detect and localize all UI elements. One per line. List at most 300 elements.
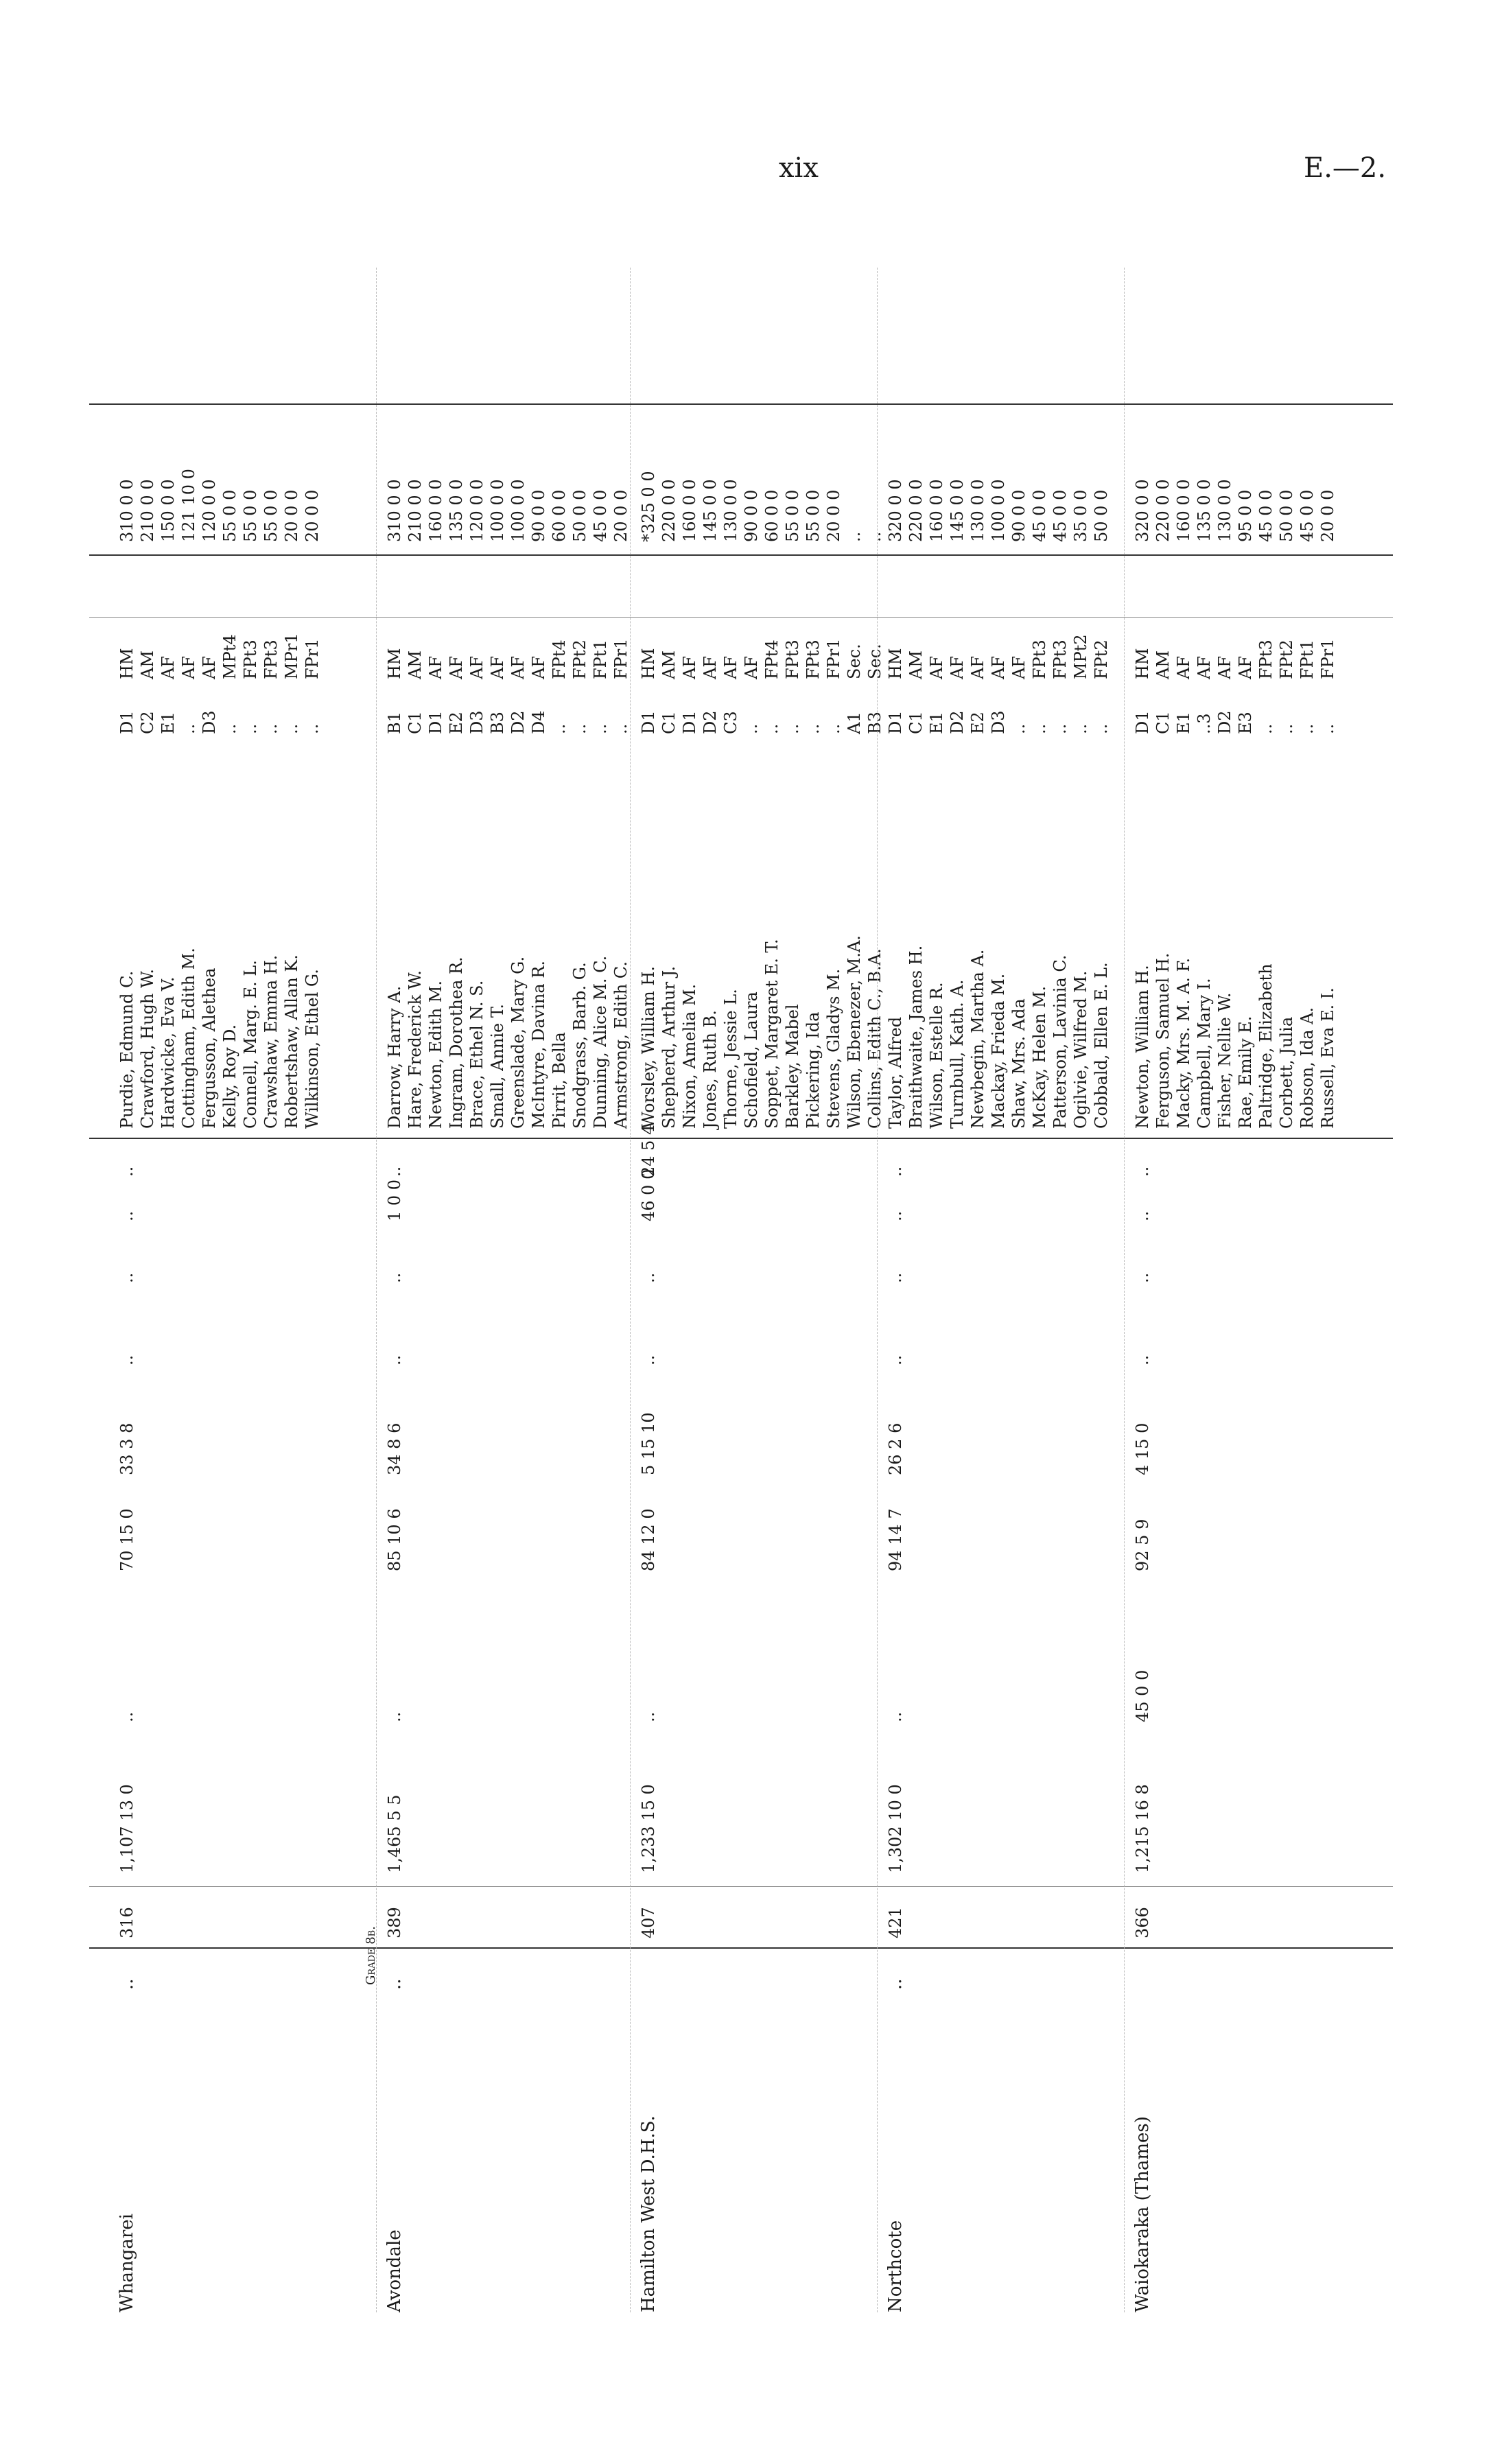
school-name: Northcote: [885, 2220, 906, 2312]
staff-name: Fergusson, Alethea: [200, 967, 219, 1129]
amount-cell: ..: [385, 1272, 404, 1283]
staff-name: Hardwicke, Eva V.: [159, 976, 178, 1129]
staff-name: Dunning, Alice M. C.: [591, 955, 610, 1129]
staff-salary: 50 0 0: [1277, 489, 1296, 542]
amount-cell: 5 15 10: [639, 1412, 658, 1475]
staff-class: E1: [927, 712, 946, 734]
staff-position: HM: [117, 648, 137, 679]
staff-name: Connell, Marg. E. L.: [241, 960, 260, 1129]
staff-salary: 90 0 0: [1009, 489, 1029, 542]
amount-cell: ..: [385, 1711, 404, 1722]
amount-cell: 92 5 9: [1133, 1518, 1152, 1571]
staff-salary: 45 0 0: [1256, 489, 1276, 542]
staff-position: MPt4: [220, 634, 239, 679]
amount-cell: ..: [385, 1166, 404, 1177]
school-cell: [117, 1956, 137, 2312]
amount-cell: 33 3 8: [117, 1422, 137, 1475]
staff-salary: 120 0 0: [200, 479, 219, 542]
staff-class: ..: [570, 723, 589, 734]
staff-name: Small, Annie T.: [488, 1004, 507, 1129]
staff-class: D3: [200, 710, 219, 734]
amount-cell: 4 15 0: [1133, 1422, 1152, 1475]
staff-name: Pickering, Ida: [803, 1011, 823, 1129]
amount-cell: 1,302 10 0: [886, 1784, 905, 1873]
staff-name: Hare, Frederick W.: [406, 970, 425, 1129]
staff-name: Shaw, Mrs. Ada: [1009, 998, 1029, 1129]
staff-position: AM: [659, 650, 679, 679]
staff-position: MPr1: [282, 633, 301, 679]
staff-class: E1: [1174, 712, 1193, 734]
staff-salaries: [117, 469, 322, 542]
staff-salary: 160 0 0: [680, 479, 699, 542]
staff-salary: 220 0 0: [1153, 479, 1173, 542]
column-divider: [89, 617, 1393, 618]
staff-position: HM: [1133, 648, 1152, 679]
amount-cell: ..: [639, 1354, 658, 1365]
staff-salary: 320 0 0: [1133, 479, 1152, 542]
staff-salary: 130 0 0: [721, 479, 740, 542]
amount-cell: 84 12 0: [639, 1508, 658, 1571]
staff-salary: 55 0 0: [783, 489, 802, 542]
staff-name: Soppet, Margaret E. T.: [762, 939, 782, 1129]
staff-class: D2: [701, 710, 720, 734]
staff-class: D3: [989, 710, 1008, 734]
staff-salary: 210 0 0: [406, 479, 425, 542]
staff-salary: 130 0 0: [1215, 479, 1234, 542]
staff-position: AF: [200, 656, 219, 679]
school-name: Whangarei: [117, 2214, 137, 2312]
staff-position: AF: [426, 656, 445, 679]
staff-class: ..: [1030, 723, 1049, 734]
staff-class: ..: [1318, 723, 1337, 734]
staff-salary: 160 0 0: [426, 479, 445, 542]
staff-class: ..: [591, 723, 610, 734]
staff-positions: [1132, 638, 1338, 679]
staff-name: Fisher, Nellie W.: [1215, 992, 1234, 1129]
staff-position: FPt3: [783, 640, 802, 679]
staff-position: FPt2: [1277, 640, 1296, 679]
staff-class: C1: [1153, 711, 1173, 734]
staff-salary: 90 0 0: [529, 489, 548, 542]
staff-class: C3: [721, 711, 740, 734]
school-name: Avondale: [384, 2229, 405, 2312]
staff-class: B3: [488, 712, 507, 734]
staff-name: Macky, Mrs. M. A. F.: [1174, 957, 1193, 1129]
staff-name: Kelly, Roy D.: [220, 1024, 239, 1129]
staff-class: E1: [159, 712, 178, 734]
staff-position: HM: [886, 648, 905, 679]
staff-name: Ferguson, Samuel H.: [1153, 952, 1173, 1129]
staff-class: ..: [550, 723, 569, 734]
staff-name: Corbett, Julia: [1277, 1016, 1296, 1129]
column-divider: [89, 1886, 1393, 1887]
staff-class: ..: [1071, 723, 1090, 734]
amount-cell: ..: [886, 1210, 905, 1221]
staff-salary: ..: [865, 531, 884, 542]
staff-names: [1132, 953, 1338, 1129]
page-number: xix: [779, 152, 819, 184]
staff-name: McIntyre, Davina R.: [529, 961, 548, 1129]
staff-position: FPt2: [570, 640, 589, 679]
staff-position: FPr1: [303, 638, 322, 679]
staff-position: AF: [968, 656, 987, 679]
staff-name: Mackay, Frieda M.: [989, 973, 1008, 1129]
series-label: E.—2.: [1304, 152, 1387, 184]
staff-position: AF: [447, 656, 466, 679]
staff-position: AF: [927, 656, 946, 679]
staff-salary: 220 0 0: [659, 479, 679, 542]
staff-class: E2: [447, 712, 466, 734]
staff-position: AF: [488, 656, 507, 679]
amount-cell: ..: [117, 1272, 137, 1283]
staff-salaries: [1132, 479, 1338, 542]
staff-class: ..: [824, 723, 843, 734]
staff-class: D1: [1133, 710, 1152, 734]
staff-position: AF: [948, 656, 967, 679]
staff-salary: 20 0 0: [824, 489, 843, 542]
staff-position: FPt3: [803, 640, 823, 679]
staff-name: Barkley, Mabel: [783, 1004, 802, 1129]
staff-class: ..: [783, 723, 802, 734]
staff-name: Thorne, Jessie L.: [721, 989, 740, 1129]
staff-class: ..: [611, 723, 631, 734]
staff-class: B3: [865, 712, 884, 734]
staff-salary: 55 0 0: [220, 489, 239, 542]
staff-name: Braithwaite, James H.: [906, 945, 926, 1129]
staff-name: Wilkinson, Ethel G.: [303, 969, 322, 1129]
staff-class: D2: [508, 710, 528, 734]
staff-position: AF: [1215, 656, 1234, 679]
staff-salary: 100 0 0: [508, 479, 528, 542]
staff-class: ..: [1277, 723, 1296, 734]
staff-name: Paltridge, Elizabeth: [1256, 963, 1276, 1129]
school-trail: ..: [384, 1978, 405, 1990]
staff-name: Ogilvie, Wilfred M.: [1071, 970, 1090, 1129]
amount-cell: ..: [385, 1354, 404, 1365]
staff-salary: 135 0 0: [447, 479, 466, 542]
staff-name: Taylor, Alfred: [886, 1016, 905, 1129]
staff-class: B1: [385, 712, 404, 734]
amount-cell: ..: [1133, 1210, 1152, 1221]
amount-cell: ..: [886, 1166, 905, 1177]
staff-position: FPt1: [591, 640, 610, 679]
school-trail: ..: [885, 1978, 906, 1990]
amount-cell: ..: [117, 1354, 137, 1365]
staff-names: [117, 948, 322, 1129]
staff-positions: [117, 633, 322, 679]
staff-class: ..: [303, 723, 322, 734]
staff-class: D1: [680, 710, 699, 734]
staff-class: ..: [742, 723, 761, 734]
staff-class: A1: [845, 712, 864, 734]
amount-cell: 1,465 5 5: [385, 1794, 404, 1873]
school-trail: ..: [117, 1978, 137, 1990]
amount-cell: 26 2 6: [886, 1422, 905, 1475]
staff-salary: 35 0 0: [1071, 489, 1090, 542]
staff-position: AF: [1174, 656, 1193, 679]
staff-position: FPt4: [762, 640, 782, 679]
staff-position: AM: [906, 650, 926, 679]
staff-position: FPr1: [611, 638, 631, 679]
staff-salary: 55 0 0: [261, 489, 281, 542]
school-cell: [364, 1926, 405, 2312]
staff-name: Brace, Ethel N. S.: [467, 980, 486, 1129]
staff-position: AF: [508, 656, 528, 679]
staff-class: ..3: [1195, 713, 1214, 734]
staff-position: AM: [406, 650, 425, 679]
staff-class: ..: [282, 723, 301, 734]
roll-number: 366: [1133, 1907, 1152, 1938]
staff-class: D1: [886, 710, 905, 734]
amount-cell: 24 5 4: [639, 1124, 658, 1177]
amount-cell: ..: [886, 1354, 905, 1365]
amount-cell: 1 0 0: [385, 1179, 404, 1221]
staff-position: HM: [639, 648, 658, 679]
staff-name: Turnbull, Kath. A.: [948, 979, 967, 1129]
staff-class: D2: [948, 710, 967, 734]
staff-classes: [1132, 710, 1338, 734]
staff-position: FPt3: [261, 640, 281, 679]
staff-class: C1: [906, 711, 926, 734]
staff-salary: 135 0 0: [1195, 479, 1214, 542]
staff-position: AF: [179, 656, 198, 679]
amount-cell: ..: [1133, 1166, 1152, 1177]
staff-salary: 45 0 0: [1298, 489, 1317, 542]
staff-position: Sec.: [865, 644, 884, 679]
staff-class: D4: [529, 710, 548, 734]
amount-cell: ..: [117, 1711, 137, 1722]
staff-position: FPt3: [1256, 640, 1276, 679]
staff-salary: 210 0 0: [138, 479, 157, 542]
staff-salaries: [384, 479, 631, 542]
column-divider: [89, 1947, 1393, 1949]
staff-name: Stevens, Gladys M.: [824, 968, 843, 1129]
school-name: Waiokaraka (Thames): [1132, 2116, 1153, 2312]
staff-name: Newton, Edith M.: [426, 980, 445, 1129]
staff-class: ..: [762, 723, 782, 734]
staff-position: FPt3: [1030, 640, 1049, 679]
staff-position: FPt1: [1298, 640, 1317, 679]
staff-class: D1: [639, 710, 658, 734]
staff-position: AM: [138, 650, 157, 679]
staff-class: ..: [1009, 723, 1029, 734]
staff-name: Jones, Ruth B.: [701, 1010, 720, 1129]
staff-position: AF: [701, 656, 720, 679]
school-cell: [1132, 1956, 1153, 2312]
staff-name: Newton, William H.: [1133, 965, 1152, 1129]
staff-name: McKay, Helen M.: [1030, 985, 1049, 1129]
staff-salary: 160 0 0: [1174, 479, 1193, 542]
column-divider: [89, 554, 1393, 556]
staff-salary: 120 0 0: [467, 479, 486, 542]
amount-cell: 1,107 13 0: [117, 1784, 137, 1873]
staff-salary: 60 0 0: [762, 489, 782, 542]
staff-salary: 45 0 0: [1050, 489, 1070, 542]
staff-class: ..: [220, 723, 239, 734]
staff-class: C2: [138, 711, 157, 734]
amount-cell: ..: [117, 1166, 137, 1177]
staff-class: ..: [179, 723, 198, 734]
staff-salary: 310 0 0: [385, 479, 404, 542]
staff-positions: [384, 638, 631, 679]
staff-class: D1: [117, 710, 137, 734]
staff-name: Robson, Ida A.: [1298, 1007, 1317, 1129]
staff-name: Shepherd, Arthur J.: [659, 965, 679, 1129]
staff-salaries: [885, 479, 1112, 542]
amount-cell: 94 14 7: [886, 1508, 905, 1571]
staff-name: Schofield, Laura: [742, 992, 761, 1129]
staff-class: ..: [1298, 723, 1317, 734]
staff-salary: 45 0 0: [591, 489, 610, 542]
staff-position: AF: [680, 656, 699, 679]
amount-cell: 46 0 0: [639, 1169, 658, 1221]
amount-cell: 1,233 15 0: [639, 1784, 658, 1873]
staff-name: Russell, Eva E. I.: [1318, 987, 1337, 1129]
staff-name: Snodgrass, Barb. G.: [570, 962, 589, 1129]
amount-cell: ..: [639, 1711, 658, 1722]
staff-position: AM: [1153, 650, 1173, 679]
staff-name: Armstrong, Edith C.: [611, 961, 631, 1129]
staff-salary: 310 0 0: [117, 479, 137, 542]
staff-salary: 55 0 0: [241, 489, 260, 542]
staff-classes: [384, 710, 631, 734]
staff-salary: 100 0 0: [989, 479, 1008, 542]
staff-salary: 50 0 0: [570, 489, 589, 542]
staff-name: Purdie, Edmund C.: [117, 970, 137, 1129]
staff-salary: 160 0 0: [927, 479, 946, 542]
amount-cell: ..: [1133, 1354, 1152, 1365]
staff-salary: ..: [845, 531, 864, 542]
staff-salary: 145 0 0: [701, 479, 720, 542]
staff-position: AF: [467, 656, 486, 679]
staff-salary: 100 0 0: [488, 479, 507, 542]
amount-cell: ..: [886, 1272, 905, 1283]
amount-cell: 45 0 0: [1133, 1669, 1152, 1722]
staff-position: AF: [1009, 656, 1029, 679]
staff-salary: 20 0 0: [1318, 489, 1337, 542]
staff-class: ..: [1050, 723, 1070, 734]
staff-position: AF: [529, 656, 548, 679]
staff-names: [638, 935, 885, 1129]
staff-class: E2: [968, 712, 987, 734]
staff-name: Patterson, Lavinia C.: [1050, 954, 1070, 1129]
amount-cell: 85 10 6: [385, 1508, 404, 1571]
staff-name: Pirrit, Bella: [550, 1032, 569, 1129]
staff-position: FPr1: [824, 638, 843, 679]
staff-position: FPt3: [1050, 640, 1070, 679]
staff-salary: 45 0 0: [1030, 489, 1049, 542]
staff-classes: [885, 710, 1112, 734]
staff-salary: 320 0 0: [886, 479, 905, 542]
staff-position: FPt3: [241, 640, 260, 679]
staff-salary: 20 0 0: [282, 489, 301, 542]
roll-number: 389: [385, 1907, 404, 1938]
staff-position: FPt4: [550, 640, 569, 679]
staff-names: [384, 956, 631, 1129]
staff-position: AF: [1236, 656, 1255, 679]
staff-position: AF: [989, 656, 1008, 679]
staff-position: AF: [742, 656, 761, 679]
staff-name: Rae, Emily E.: [1236, 1016, 1255, 1129]
staff-name: Crawford, Hugh W.: [138, 968, 157, 1129]
staff-class: ..: [803, 723, 823, 734]
amount-cell: 70 15 0: [117, 1508, 137, 1571]
row-rule: [877, 268, 878, 2312]
staff-salary: 55 0 0: [803, 489, 823, 542]
staff-salary: 90 0 0: [742, 489, 761, 542]
staff-names: [885, 946, 1112, 1129]
staff-name: Wilson, Estelle R.: [927, 982, 946, 1129]
staff-class: ..: [241, 723, 260, 734]
staff-name: Cobbald, Ellen E. L.: [1092, 962, 1111, 1129]
staff-position: HM: [385, 648, 404, 679]
staff-class: D1: [426, 710, 445, 734]
staff-class: C1: [406, 711, 425, 734]
staff-name: Robertshaw, Allan K.: [282, 954, 301, 1129]
staff-salary: 60 0 0: [550, 489, 569, 542]
staff-salary: *325 0 0: [639, 471, 658, 542]
staff-position: FPt2: [1092, 640, 1111, 679]
staff-classes: [638, 710, 885, 734]
amount-cell: ..: [117, 1210, 137, 1221]
staff-name: Campbell, Mary I.: [1195, 978, 1214, 1129]
staff-class: D2: [1215, 710, 1234, 734]
staff-class: C1: [659, 711, 679, 734]
staff-name: Newbegin, Martha A.: [968, 949, 987, 1129]
staff-salary: 220 0 0: [906, 479, 926, 542]
staff-position: AF: [159, 656, 178, 679]
staff-salary: 121 10 0: [179, 469, 198, 542]
staff-name: Greenslade, Mary G.: [508, 956, 528, 1129]
amount-cell: 34 8 6: [385, 1422, 404, 1475]
amount-cell: 1,215 16 8: [1133, 1784, 1152, 1873]
staff-class: ..: [1256, 723, 1276, 734]
staff-salary: 50 0 0: [1092, 489, 1111, 542]
amount-cell: ..: [1133, 1272, 1152, 1283]
school-cell: [638, 1956, 659, 2312]
staff-name: Worsley, William H.: [639, 966, 658, 1129]
staff-position: FPr1: [1318, 638, 1337, 679]
roll-number: 421: [886, 1907, 905, 1938]
roll-number: 316: [117, 1907, 137, 1938]
staff-positions: [885, 634, 1112, 679]
staff-position: AF: [1195, 656, 1214, 679]
amount-cell: ..: [639, 1272, 658, 1283]
staff-name: Ingram, Dorothea R.: [447, 957, 466, 1129]
school-cell: [885, 1956, 906, 2312]
staff-class: D3: [467, 710, 486, 734]
staff-salary: 145 0 0: [948, 479, 967, 542]
staff-salary: 20 0 0: [303, 489, 322, 542]
row-rule: [1124, 268, 1125, 2312]
staff-class: ..: [1092, 723, 1111, 734]
staff-salaries: [638, 471, 885, 542]
staff-position: MPt2: [1071, 634, 1090, 679]
staff-name: Crawshaw, Emma H.: [261, 954, 281, 1129]
staff-positions: [638, 638, 885, 679]
school-name: Hamilton West D.H.S.: [638, 2115, 659, 2312]
staff-position: Sec.: [845, 644, 864, 679]
staff-name: Collins, Edith C., B.A.: [865, 948, 884, 1129]
staff-class: E3: [1236, 712, 1255, 734]
staff-salary: 130 0 0: [968, 479, 987, 542]
staff-name: Nixon, Amelia M.: [680, 983, 699, 1129]
staff-salary: 150 0 0: [159, 479, 178, 542]
staff-name: Darrow, Harry A.: [385, 985, 404, 1129]
staff-name: Cottingham, Edith M.: [179, 948, 198, 1129]
staff-class: ..: [261, 723, 281, 734]
staff-position: AF: [721, 656, 740, 679]
